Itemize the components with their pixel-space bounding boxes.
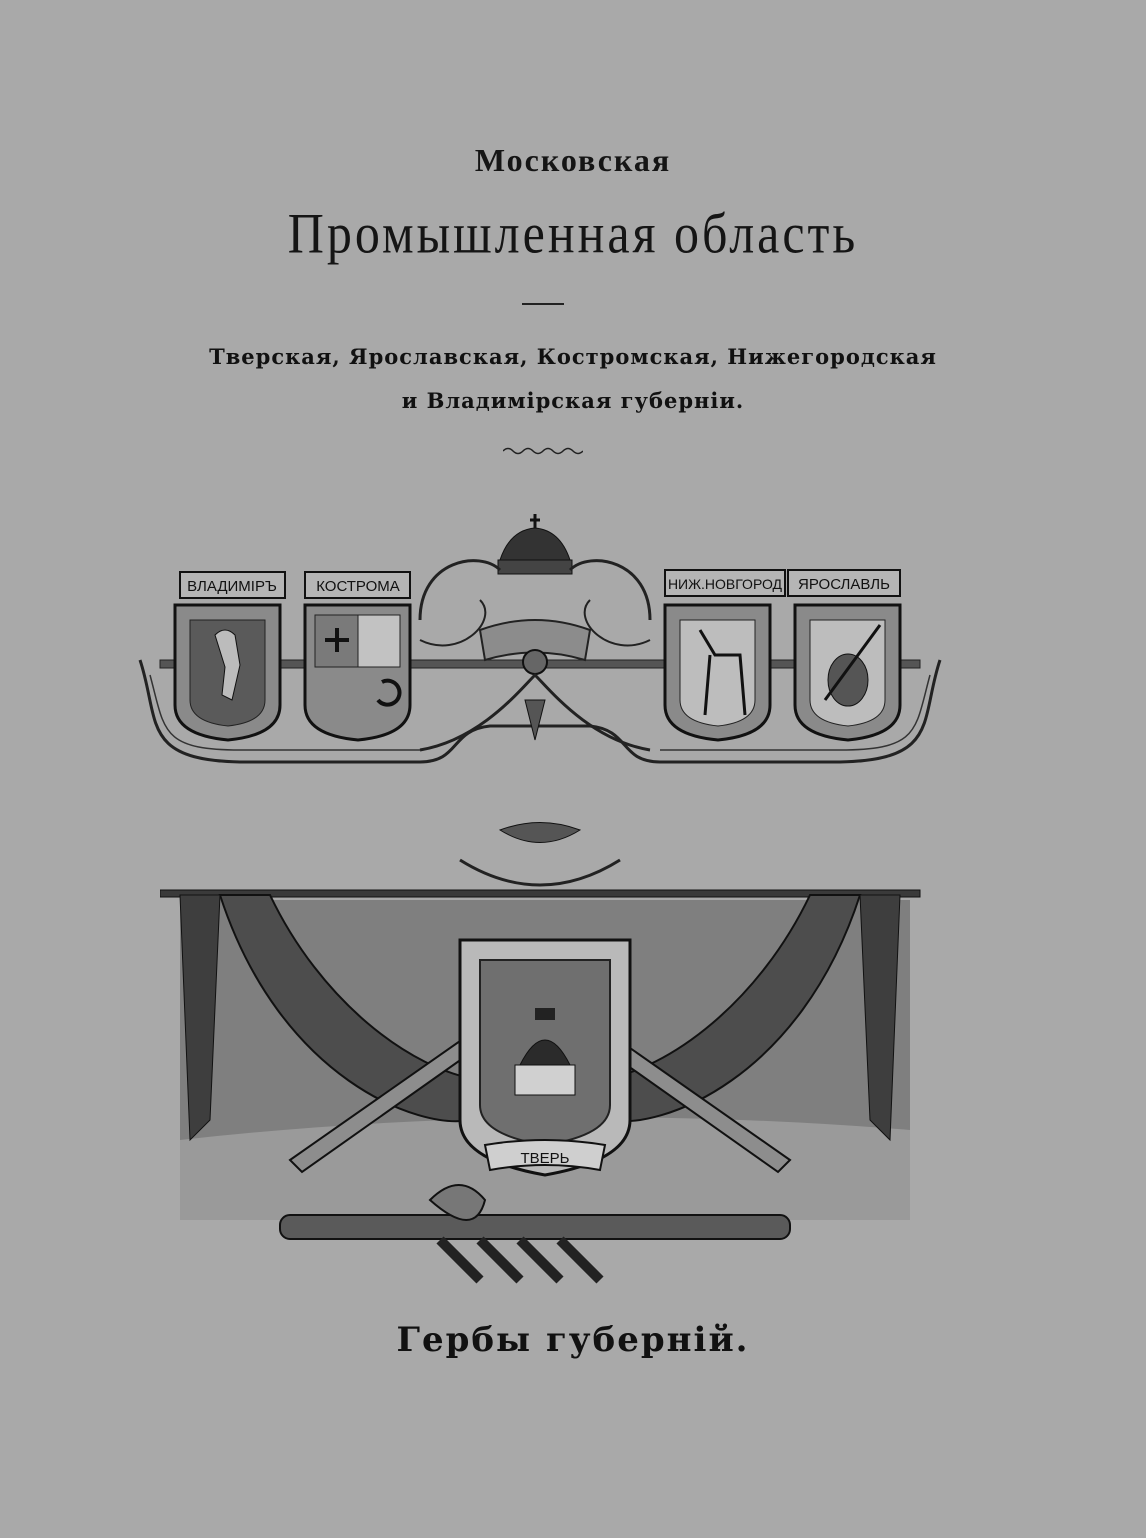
- upper-emblems-illustration: [120, 500, 960, 800]
- tver-emblem-illustration: [160, 820, 930, 1290]
- title-line-1: Московская: [474, 142, 672, 178]
- label-vladimir: ВЛАДИМІРЪ: [187, 578, 277, 595]
- vladimir-shield: [175, 605, 280, 740]
- label-yaroslavl: ЯРОСЛАВЛЬ: [798, 576, 890, 593]
- title-line-2: Промышленная область: [287, 200, 859, 266]
- label-nizhny: НИЖ.НОВГОРОД: [667, 576, 783, 592]
- yaroslavl-shield: [795, 605, 900, 740]
- label-tver: ТВЕРЬ: [520, 1150, 570, 1167]
- kostroma-shield: [305, 605, 410, 740]
- subtitle-line-2: и Владимірская губерніи.: [401, 388, 745, 413]
- nizhny-shield: [665, 605, 770, 740]
- caption: Гербы губерній.: [396, 1320, 750, 1360]
- title-rule: [522, 303, 564, 305]
- subtitle-line-1: Тверская, Ярославская, Костромская, Нижегородская: [209, 344, 937, 369]
- crown-icon: [498, 514, 572, 574]
- wavy-rule: [503, 444, 583, 458]
- label-kostroma: КОСТРОМА: [316, 578, 400, 595]
